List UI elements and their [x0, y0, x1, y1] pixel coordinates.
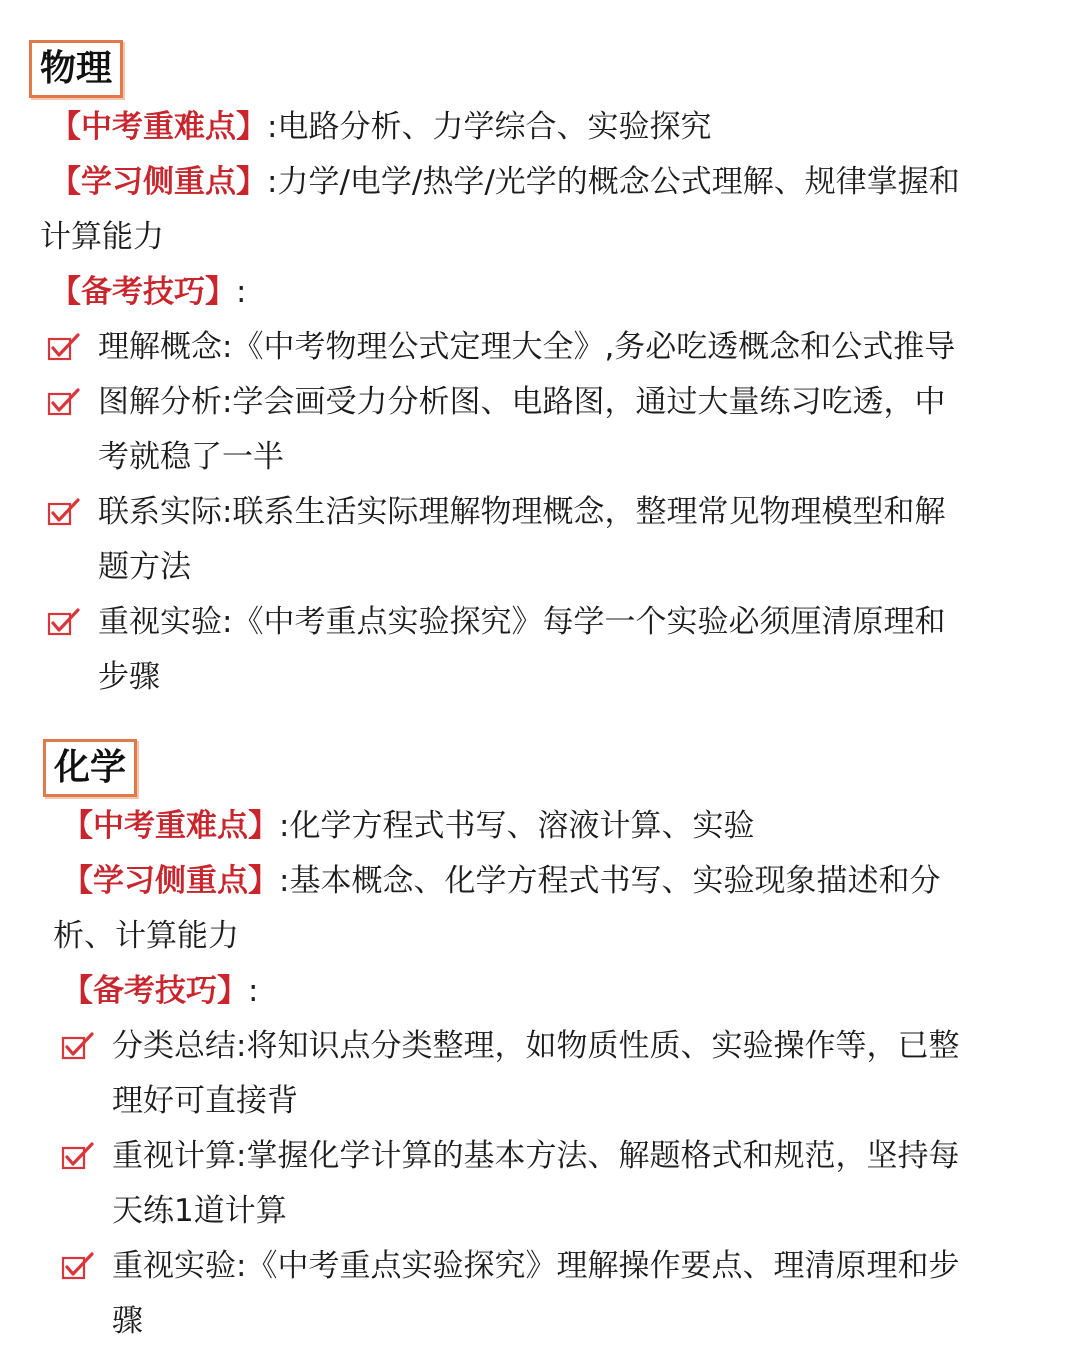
tip-text: 联系实际:联系生活实际理解物理概念，整理常见物理模型和解: [98, 494, 946, 530]
checkbox-checked-icon: [47, 497, 81, 527]
focus-tag: 【学习侧重点】: [50, 164, 267, 200]
tip-text: 图解分析:学会画受力分析图、电路图，通过大量练习吃透，中: [98, 384, 946, 420]
difficulty-tag: 【中考重难点】: [50, 109, 267, 145]
difficulty-tag: 【中考重难点】: [62, 808, 279, 844]
tips-line: 【备考技巧】:: [62, 973, 259, 1009]
focus-text: 力学/电学/热学/光学的概念公式理解、规律掌握和: [277, 164, 960, 200]
tips-tag: 【备考技巧】: [62, 973, 248, 1009]
tip-text: 分类总结:将知识点分类整理，如物质性质、实验操作等，已整: [112, 1028, 960, 1064]
difficulty-line: 【中考重难点】:化学方程式书写、溶液计算、实验: [62, 808, 755, 844]
tip-text-cont: 骤: [112, 1303, 143, 1339]
checkbox-checked-icon: [47, 332, 81, 362]
focus-text: 基本概念、化学方程式书写、实验现象描述和分: [289, 863, 941, 899]
tips-tag: 【备考技巧】: [50, 274, 236, 310]
tip-text-cont: 题方法: [98, 549, 191, 585]
tip-text-cont: 步骤: [98, 659, 160, 695]
checkbox-checked-icon: [47, 387, 81, 417]
checkbox-checked-icon: [47, 607, 81, 637]
tip-text-cont: 天练1道计算: [112, 1193, 287, 1229]
checkbox-checked-icon: [61, 1031, 95, 1061]
focus-line: 【学习侧重点】:力学/电学/热学/光学的概念公式理解、规律掌握和: [50, 164, 960, 200]
focus-tag: 【学习侧重点】: [62, 863, 279, 899]
tip-text: 重视实验:《中考重点实验探究》理解操作要点、理清原理和步: [112, 1248, 960, 1284]
difficulty-line: 【中考重难点】:电路分析、力学综合、实验探究: [50, 109, 712, 145]
tip-text: 重视计算:掌握化学计算的基本方法、解题格式和规范，坚持每: [112, 1138, 960, 1174]
tip-text: 理解概念:《中考物理公式定理大全》,务必吃透概念和公式推导: [98, 329, 956, 365]
tip-text-cont: 考就稳了一半: [98, 439, 284, 475]
tips-line: 【备考技巧】:: [50, 274, 247, 310]
difficulty-text: 电路分析、力学综合、实验探究: [277, 109, 712, 145]
focus-text-cont: 计算能力: [40, 219, 164, 255]
focus-line: 【学习侧重点】:基本概念、化学方程式书写、实验现象描述和分: [62, 863, 941, 899]
section-title: 物理: [29, 40, 123, 98]
tip-text: 重视实验:《中考重点实验探究》每学一个实验必须厘清原理和: [98, 604, 946, 640]
checkbox-checked-icon: [61, 1251, 95, 1281]
tip-text-cont: 理好可直接背: [112, 1083, 298, 1119]
section-title: 化学: [43, 739, 137, 797]
focus-text-cont: 析、计算能力: [53, 918, 239, 954]
difficulty-text: 化学方程式书写、溶液计算、实验: [289, 808, 755, 844]
checkbox-checked-icon: [61, 1141, 95, 1171]
